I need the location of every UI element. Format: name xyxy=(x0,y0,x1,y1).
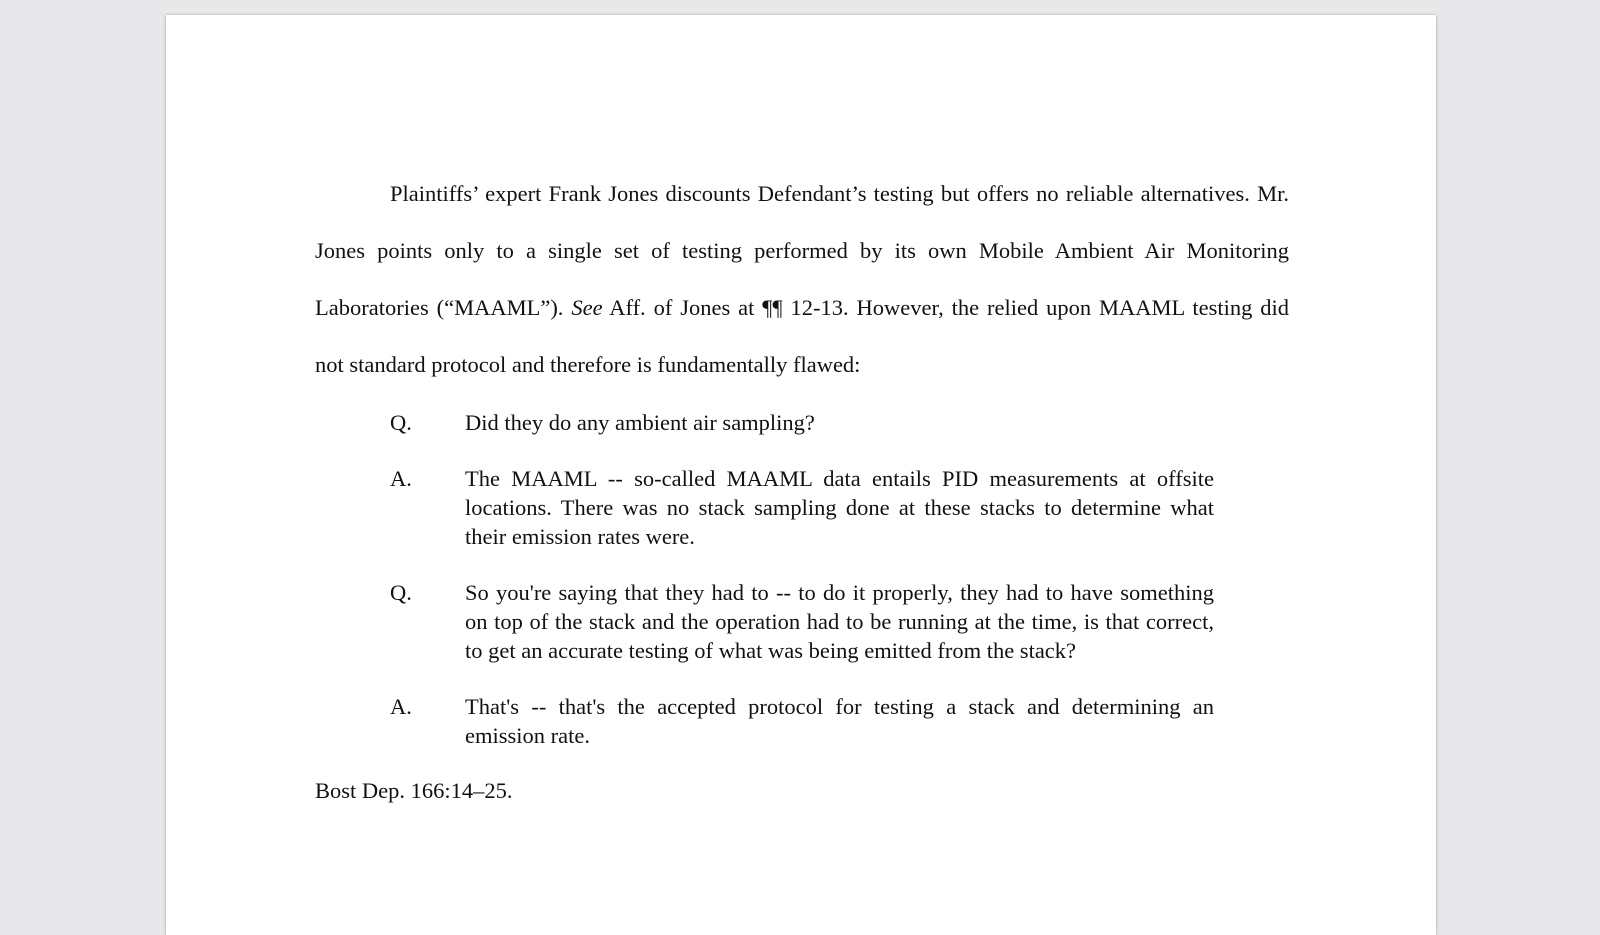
testimony-label: A. xyxy=(390,694,412,719)
paragraph-text-part2: Aff. of Jones at ¶¶ 12-13. However, the relied upon MAAML testing did not standard protocol and therefore is fundamentally flawed: xyxy=(315,295,1289,377)
testimony-entry xyxy=(390,464,1214,551)
testimony-text: Did they do any ambient air sampling? xyxy=(465,410,815,435)
testimony-entry xyxy=(390,578,1214,665)
document-page xyxy=(166,15,1436,935)
testimony-entry xyxy=(390,408,1214,437)
document-body xyxy=(315,165,1289,805)
testimony-entry xyxy=(390,692,1214,750)
testimony-text: The MAAML -- so-called MAAML data entails PID measurements at offsite locations. There was no stack sampling done at these stacks to determine what their emission rates were. xyxy=(465,466,1214,549)
testimony-label: Q. xyxy=(390,580,412,605)
testimony-label: A. xyxy=(390,466,412,491)
testimony-text: So you're saying that they had to -- to do it properly, they had to have something on top of the stack and the operation had to be running at the time, is that correct, to get an accurate testing of what was being emitted from the stack? xyxy=(465,580,1214,663)
testimony-label: Q. xyxy=(390,410,412,435)
paragraph-text-part1: Plaintiffs’ expert Frank Jones discounts Defendant’s testing but offers no reliable alternatives. Mr. Jones points only to a single set of testing performed by its own Mobile Ambient Air Monitoring Laboratories (“MAAML”). xyxy=(315,181,1289,320)
testimony-text: That's -- that's the accepted protocol for testing a stack and determining an emission rate. xyxy=(465,694,1214,748)
deposition-citation: Bost Dep. 166:14–25. xyxy=(315,778,513,803)
see-signal: See xyxy=(571,295,603,320)
body-paragraph xyxy=(315,165,1289,393)
